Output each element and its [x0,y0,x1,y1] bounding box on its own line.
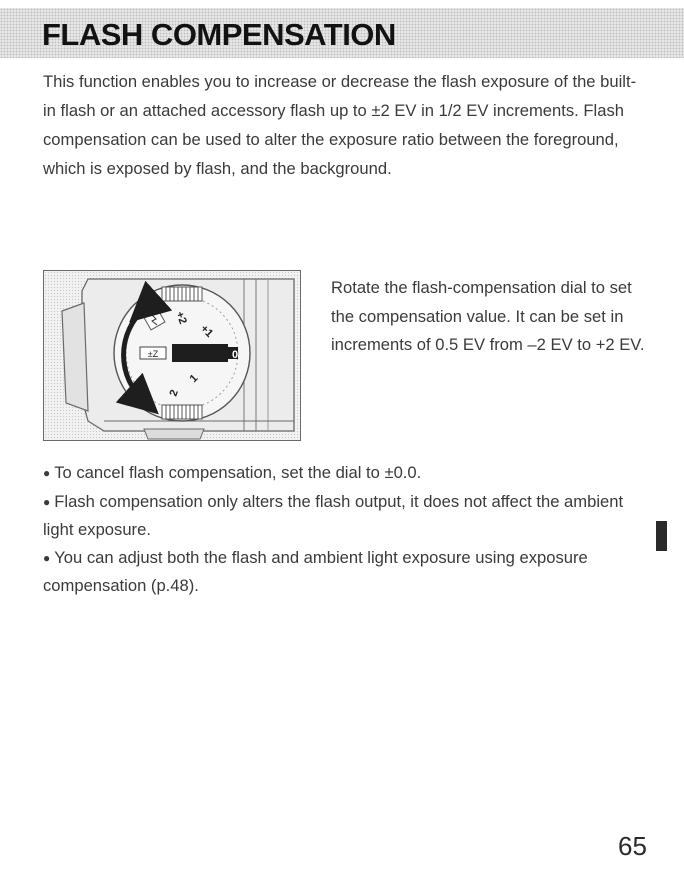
bullet-icon: ● [43,494,51,509]
page-title: FLASH COMPENSATION [42,17,396,52]
dial-mark-plus2: +2 [173,309,189,326]
dial-mark-plus1: +1 [197,322,216,340]
page-number: 65 [618,831,647,861]
note-item: ● To cancel flash compensation, set the dial to ±0.0. [43,463,422,482]
notes-list [43,459,643,600]
bullet-icon: ● [43,466,51,480]
chapter-thumb-tab [656,521,667,551]
instruction-text: Rotate the flash-compensation dial to set the compensation value. It can be set in increments of 0.5 EV from –2 EV to +2 EV. [331,278,645,354]
dial-mark-minus1: 1 [187,372,201,386]
dial-mark-minus2: 2 [167,388,181,399]
note-item: ● You can adjust both the flash and ambient light exposure using exposure compensation (p.48). [43,547,588,595]
note-item: ● Flash compensation only alters the flash output, it does not affect the ambient light exposure. [43,491,624,539]
dial-mark-zero: 0 [232,349,239,361]
dial-symbol: ±Z [147,349,159,359]
intro-paragraph: This function enables you to increase or decrease the flash exposure of the built-in flash or an attached accessory flash up to ±2 EV in 1/2 EV increments. Flash compensation can be used to alter the exposure ratio between the foreground, which is exposed by flash, and the background. [43,72,637,178]
flash-compensation-dial-illustration [43,270,301,441]
bullet-icon: ● [43,550,51,565]
